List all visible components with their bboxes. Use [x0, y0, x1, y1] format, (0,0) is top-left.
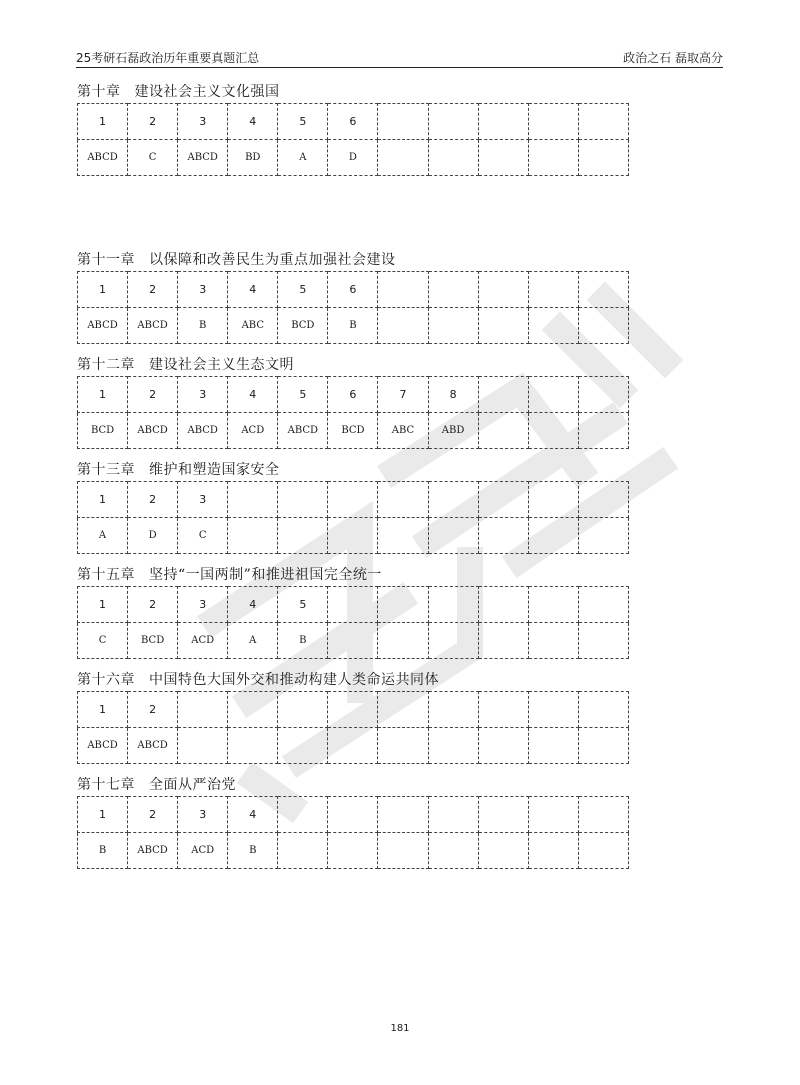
answer-cell: BCD	[78, 413, 128, 449]
answer-cell	[578, 728, 628, 764]
question-number: 2	[128, 104, 178, 140]
answer-cell	[528, 308, 578, 344]
answer-table	[77, 481, 629, 554]
answer-cell	[578, 140, 628, 176]
answer-cell	[428, 308, 478, 344]
chapter-heading	[77, 251, 629, 271]
chapter-13	[77, 461, 629, 554]
answer-cell	[578, 518, 628, 554]
answer-cell: B	[228, 833, 278, 869]
question-number: 3	[178, 587, 228, 623]
chapter-number: 第十章	[77, 84, 121, 100]
answer-cell	[528, 833, 578, 869]
answer-cell: D	[328, 140, 378, 176]
question-number: 1	[78, 272, 128, 308]
answer-table	[77, 103, 629, 176]
question-number	[528, 272, 578, 308]
answer-cell	[478, 728, 528, 764]
question-number	[428, 587, 478, 623]
question-number	[578, 587, 628, 623]
answer-cell: BCD	[328, 413, 378, 449]
question-number: 3	[178, 272, 228, 308]
answer-cell: ABCD	[128, 413, 178, 449]
question-number	[378, 797, 428, 833]
question-number	[378, 104, 428, 140]
question-number	[378, 272, 428, 308]
answer-cell: ABC	[378, 413, 428, 449]
question-number	[278, 797, 328, 833]
question-number	[528, 692, 578, 728]
answer-table	[77, 796, 629, 869]
answer-cell: BCD	[128, 623, 178, 659]
question-number	[328, 482, 378, 518]
question-number	[478, 587, 528, 623]
chapter-heading	[77, 461, 629, 481]
question-number	[528, 377, 578, 413]
answer-cell	[328, 518, 378, 554]
question-number: 5	[278, 587, 328, 623]
answer-cell: BD	[228, 140, 278, 176]
answer-cell	[328, 623, 378, 659]
answer-cell: B	[178, 308, 228, 344]
answer-cell	[428, 623, 478, 659]
question-number: 2	[128, 482, 178, 518]
answer-cell: ABCD	[128, 728, 178, 764]
chapter-16	[77, 671, 629, 764]
answer-cell	[478, 308, 528, 344]
answer-cell	[478, 518, 528, 554]
question-number	[578, 482, 628, 518]
question-number: 6	[328, 104, 378, 140]
page-header	[76, 47, 723, 68]
question-number: 4	[228, 104, 278, 140]
answer-cell	[528, 140, 578, 176]
question-number: 1	[78, 587, 128, 623]
question-number: 3	[178, 104, 228, 140]
question-number	[428, 272, 478, 308]
answer-cell	[428, 140, 478, 176]
question-number: 2	[128, 692, 178, 728]
answer-cell	[278, 518, 328, 554]
question-number: 4	[228, 797, 278, 833]
answer-cell: ABCD	[78, 308, 128, 344]
chapter-name: 建设社会主义生态文明	[149, 357, 294, 373]
header-title: 25考研石磊政治历年重要真题汇总	[76, 51, 260, 65]
question-number	[528, 797, 578, 833]
answer-cell: A	[78, 518, 128, 554]
chapter-number: 第十一章	[77, 252, 135, 268]
answer-table	[77, 586, 629, 659]
answer-cell	[478, 413, 528, 449]
question-number: 4	[228, 377, 278, 413]
answer-cell	[378, 728, 428, 764]
question-number: 1	[78, 104, 128, 140]
question-number: 3	[178, 482, 228, 518]
question-number	[478, 692, 528, 728]
chapter-17	[77, 776, 629, 869]
question-number: 6	[328, 377, 378, 413]
answer-cell	[528, 728, 578, 764]
answer-cell: A	[278, 140, 328, 176]
answer-cell	[378, 308, 428, 344]
question-number: 3	[178, 377, 228, 413]
question-number: 1	[78, 377, 128, 413]
answer-cell	[528, 518, 578, 554]
answer-cell	[228, 518, 278, 554]
chapter-name: 坚持“一国两制”和推进祖国完全统一	[149, 567, 382, 583]
answer-cell	[578, 413, 628, 449]
question-number	[428, 797, 478, 833]
answer-cell	[278, 833, 328, 869]
chapter-name: 以保障和改善民生为重点加强社会建设	[149, 252, 396, 268]
question-number	[328, 692, 378, 728]
chapter-11	[77, 251, 629, 344]
chapter-10	[77, 83, 629, 176]
answer-cell: ABCD	[278, 413, 328, 449]
question-number: 4	[228, 272, 278, 308]
question-number	[378, 692, 428, 728]
chapter-number: 第十三章	[77, 462, 135, 478]
answer-table	[77, 691, 629, 764]
answer-cell	[378, 518, 428, 554]
question-number	[228, 692, 278, 728]
answer-cell	[428, 833, 478, 869]
question-number: 8	[428, 377, 478, 413]
answer-cell: C	[128, 140, 178, 176]
question-number: 4	[228, 587, 278, 623]
answer-cell	[428, 518, 478, 554]
answer-cell	[578, 308, 628, 344]
question-number	[228, 482, 278, 518]
chapter-name: 建设社会主义文化强国	[134, 84, 280, 100]
question-number	[278, 482, 328, 518]
chapter-name: 全面从严治党	[149, 777, 236, 793]
question-number	[478, 272, 528, 308]
answer-cell	[478, 623, 528, 659]
question-number: 2	[128, 797, 178, 833]
question-number: 6	[328, 272, 378, 308]
answer-cell: ACD	[178, 833, 228, 869]
question-number	[428, 482, 478, 518]
question-number	[378, 482, 428, 518]
chapter-12	[77, 356, 629, 449]
question-number	[478, 797, 528, 833]
chapter-name: 维护和塑造国家安全	[149, 462, 280, 478]
answer-table	[77, 376, 629, 449]
page-number: 181	[390, 1023, 410, 1034]
answer-cell	[328, 833, 378, 869]
answer-cell: ABCD	[128, 308, 178, 344]
chapter-heading	[77, 776, 629, 796]
answer-table	[77, 271, 629, 344]
question-number	[578, 272, 628, 308]
answer-cell	[378, 833, 428, 869]
question-number: 5	[278, 377, 328, 413]
question-number	[478, 482, 528, 518]
question-number	[428, 692, 478, 728]
answer-cell	[578, 623, 628, 659]
question-number	[578, 797, 628, 833]
answer-cell: ABC	[228, 308, 278, 344]
question-number	[328, 797, 378, 833]
question-number: 2	[128, 587, 178, 623]
question-number: 1	[78, 482, 128, 518]
question-number: 5	[278, 272, 328, 308]
answer-cell: ABD	[428, 413, 478, 449]
answer-cell: ACD	[228, 413, 278, 449]
answer-cell: ABCD	[78, 728, 128, 764]
question-number	[578, 692, 628, 728]
answer-cell	[378, 140, 428, 176]
question-number	[528, 104, 578, 140]
question-number	[178, 692, 228, 728]
answer-cell	[278, 728, 328, 764]
answer-cell	[578, 833, 628, 869]
chapter-number: 第十二章	[77, 357, 135, 373]
chapter-heading	[77, 356, 629, 376]
question-number: 2	[128, 377, 178, 413]
question-number: 5	[278, 104, 328, 140]
answer-cell: B	[78, 833, 128, 869]
chapter-heading	[77, 566, 629, 586]
answer-cell: ABCD	[178, 413, 228, 449]
answer-cell	[378, 623, 428, 659]
question-number	[578, 104, 628, 140]
answer-cell	[478, 833, 528, 869]
answer-cell	[528, 413, 578, 449]
answer-cell	[428, 728, 478, 764]
question-number: 3	[178, 797, 228, 833]
question-number: 1	[78, 692, 128, 728]
answer-cell	[478, 140, 528, 176]
answer-cell: B	[278, 623, 328, 659]
question-number: 1	[78, 797, 128, 833]
answer-cell: ABCD	[128, 833, 178, 869]
answer-cell: A	[228, 623, 278, 659]
answer-cell: B	[328, 308, 378, 344]
answer-cell: ABCD	[178, 140, 228, 176]
question-number	[528, 587, 578, 623]
question-number	[378, 587, 428, 623]
answer-cell: ABCD	[78, 140, 128, 176]
answer-cell: C	[178, 518, 228, 554]
chapter-number: 第十五章	[77, 567, 135, 583]
answer-cell: BCD	[278, 308, 328, 344]
header-slogan: 政治之石 磊取高分	[623, 51, 723, 65]
answer-cell	[228, 728, 278, 764]
answer-cell: D	[128, 518, 178, 554]
chapter-name: 中国特色大国外交和推动构建人类命运共同体	[149, 672, 439, 688]
question-number	[528, 482, 578, 518]
chapter-number: 第十六章	[77, 672, 135, 688]
chapter-heading	[77, 671, 629, 691]
answer-cell: C	[78, 623, 128, 659]
answer-cell	[328, 728, 378, 764]
answer-cell	[528, 623, 578, 659]
question-number	[428, 104, 478, 140]
question-number	[478, 377, 528, 413]
chapter-heading	[77, 83, 629, 103]
chapter-15	[77, 566, 629, 659]
answer-cell	[178, 728, 228, 764]
question-number	[328, 587, 378, 623]
question-number	[278, 692, 328, 728]
question-number	[578, 377, 628, 413]
question-number: 2	[128, 272, 178, 308]
answer-cell: ACD	[178, 623, 228, 659]
chapter-number: 第十七章	[77, 777, 135, 793]
question-number: 7	[378, 377, 428, 413]
question-number	[478, 104, 528, 140]
